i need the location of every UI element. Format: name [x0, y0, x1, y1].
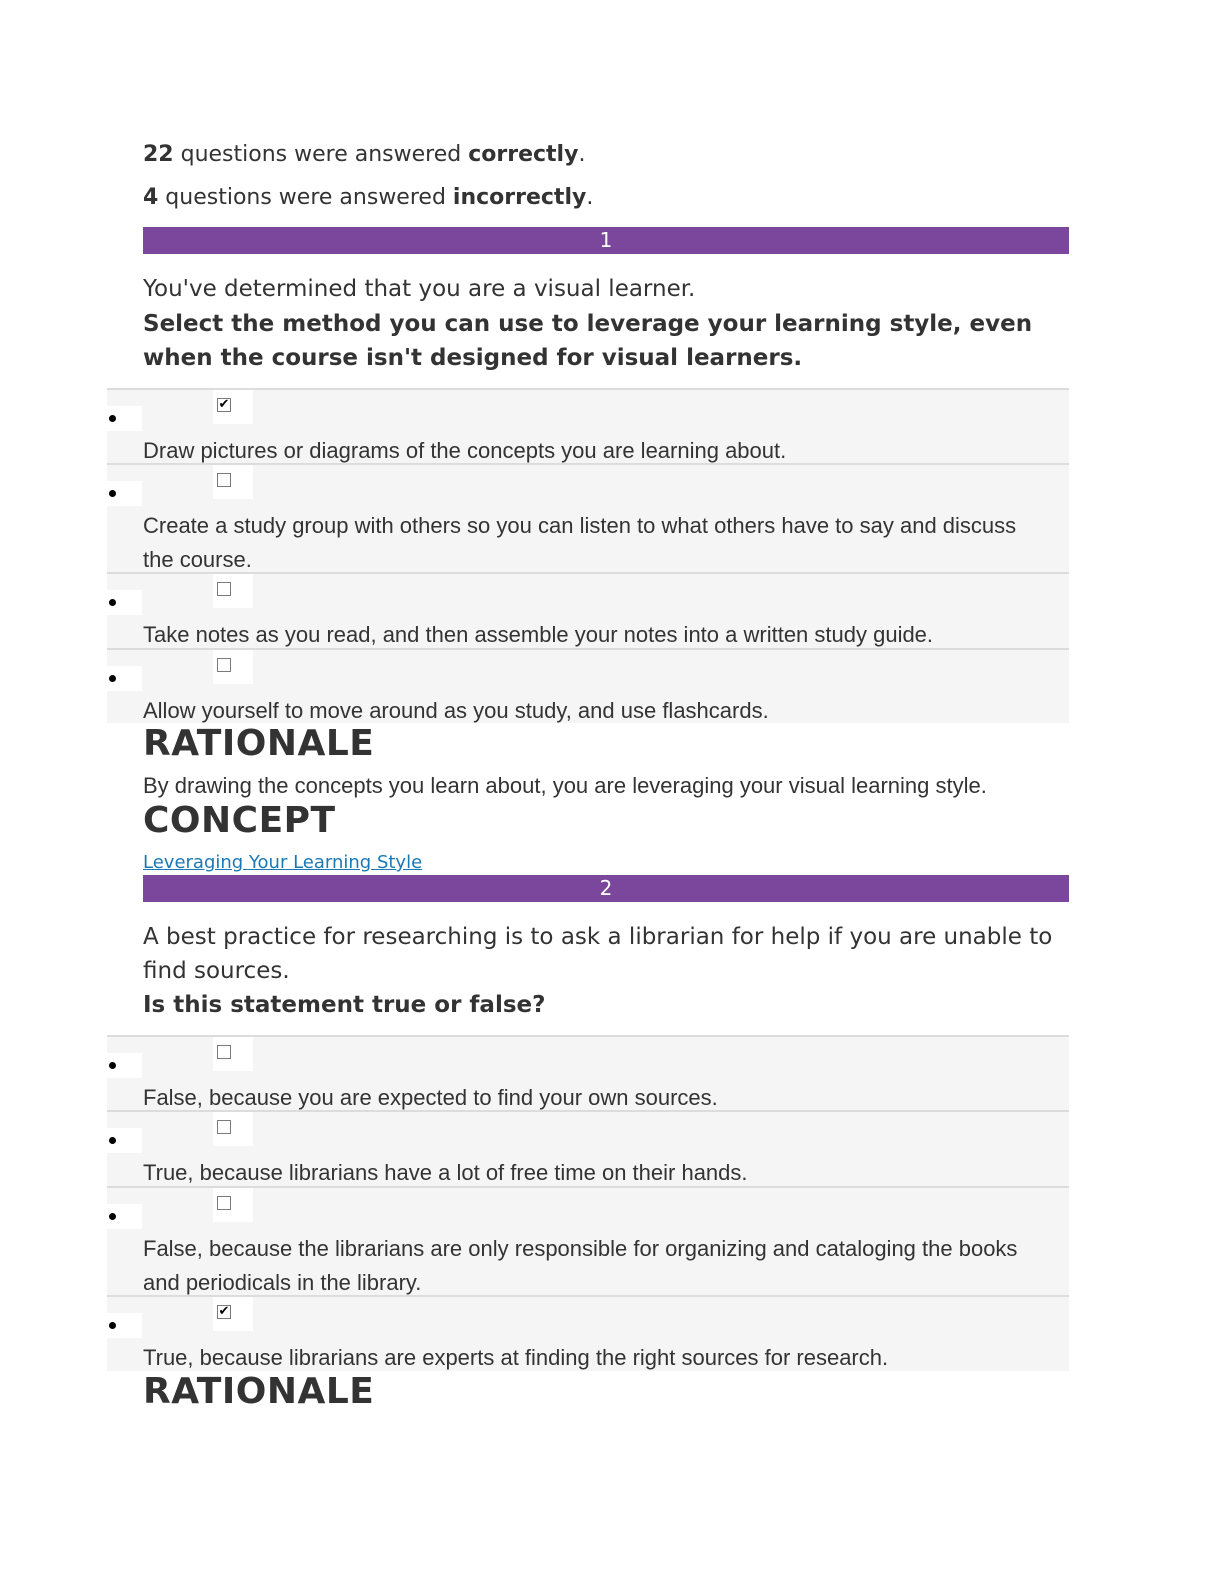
question-number-bar: 2: [143, 875, 1069, 902]
checkbox-checked-icon[interactable]: ✔: [218, 397, 230, 412]
bullet-icon: [107, 481, 142, 506]
answer-option-text: True, because librarians are experts at finding the right sources for research.: [143, 1345, 889, 1370]
checkbox-icon[interactable]: [217, 1120, 231, 1134]
answer-option-text: Take notes as you read, and then assemble your notes into a written study guide.: [143, 622, 934, 647]
answer-option[interactable]: [107, 1110, 1069, 1188]
answer-option-text: Allow yourself to move around as you study, and use flashcards.: [143, 698, 769, 723]
answer-option-text: Create a study group with others so you can listen to what others have to say and discuss the course.: [143, 513, 1017, 572]
checkbox-wrap: [213, 390, 253, 424]
bullet-icon: [107, 406, 142, 431]
rationale-heading: RATIONALE: [143, 723, 375, 764]
period: .: [586, 185, 594, 210]
answer-option-text: Draw pictures or diagrams of the concepts you are learning about.: [143, 438, 787, 463]
checkbox-icon[interactable]: [217, 658, 231, 672]
answer-option[interactable]: [107, 1035, 1069, 1112]
checkbox-wrap: [213, 650, 253, 684]
answer-option[interactable]: [107, 1186, 1069, 1297]
question-prompt: A best practice for researching is to ask a librarian for help if you are unable to find sources.: [143, 924, 1053, 984]
bullet-icon: [107, 666, 142, 691]
answer-option-text: True, because librarians have a lot of free time on their hands.: [143, 1160, 748, 1185]
correct-summary-text: questions were answered: [173, 142, 469, 167]
rationale-text: By drawing the concepts you learn about, you are leveraging your visual learning style.: [143, 773, 987, 798]
checkbox-icon[interactable]: [217, 1196, 231, 1210]
incorrect-summary: [143, 185, 593, 211]
bullet-icon: [107, 1128, 142, 1153]
question-prompt: You've determined that you are a visual learner.: [143, 276, 696, 302]
answer-option-text: False, because the librarians are only responsible for organizing and cataloging the books and periodicals in the library.: [143, 1236, 1018, 1295]
concept-link[interactable]: Leveraging Your Learning Style: [143, 852, 423, 873]
correct-count: 22: [143, 142, 174, 167]
checkbox-wrap: [213, 1037, 253, 1071]
answer-option[interactable]: [107, 1295, 1069, 1371]
checkbox-wrap: [213, 1112, 253, 1146]
incorrect-count: 4: [143, 185, 159, 210]
incorrect-summary-text: questions were answered: [158, 185, 453, 210]
concept-heading: CONCEPT: [143, 800, 336, 841]
checkbox-wrap: [213, 1297, 253, 1331]
checkbox-icon[interactable]: [217, 1045, 231, 1059]
correct-word: correctly: [468, 142, 579, 167]
answer-option[interactable]: [107, 648, 1069, 723]
question-instruction: Select the method you can use to leverage your learning style, even when the course isn't designed for visual learners.: [143, 311, 1033, 371]
bullet-icon: [107, 590, 142, 615]
checkbox-wrap: [213, 465, 253, 499]
answer-option[interactable]: [107, 572, 1069, 650]
period: .: [578, 142, 586, 167]
answer-option-text: False, because you are expected to find your own sources.: [143, 1085, 718, 1110]
checkbox-icon[interactable]: [217, 582, 231, 596]
bullet-icon: [107, 1313, 142, 1338]
checkbox-checked-icon[interactable]: ✔: [218, 1304, 230, 1319]
answer-option[interactable]: [107, 388, 1069, 465]
question-instruction: Is this statement true or false?: [143, 992, 546, 1018]
rationale-heading: RATIONALE: [143, 1371, 375, 1412]
correct-summary: [143, 142, 585, 168]
checkbox-wrap: [213, 1188, 253, 1222]
bullet-icon: [107, 1204, 142, 1229]
checkbox-icon[interactable]: [217, 473, 231, 487]
incorrect-word: incorrectly: [452, 185, 587, 210]
checkbox-wrap: [213, 574, 253, 608]
question-number-bar: 1: [143, 227, 1069, 254]
bullet-icon: [107, 1053, 142, 1078]
answer-option[interactable]: [107, 463, 1069, 574]
